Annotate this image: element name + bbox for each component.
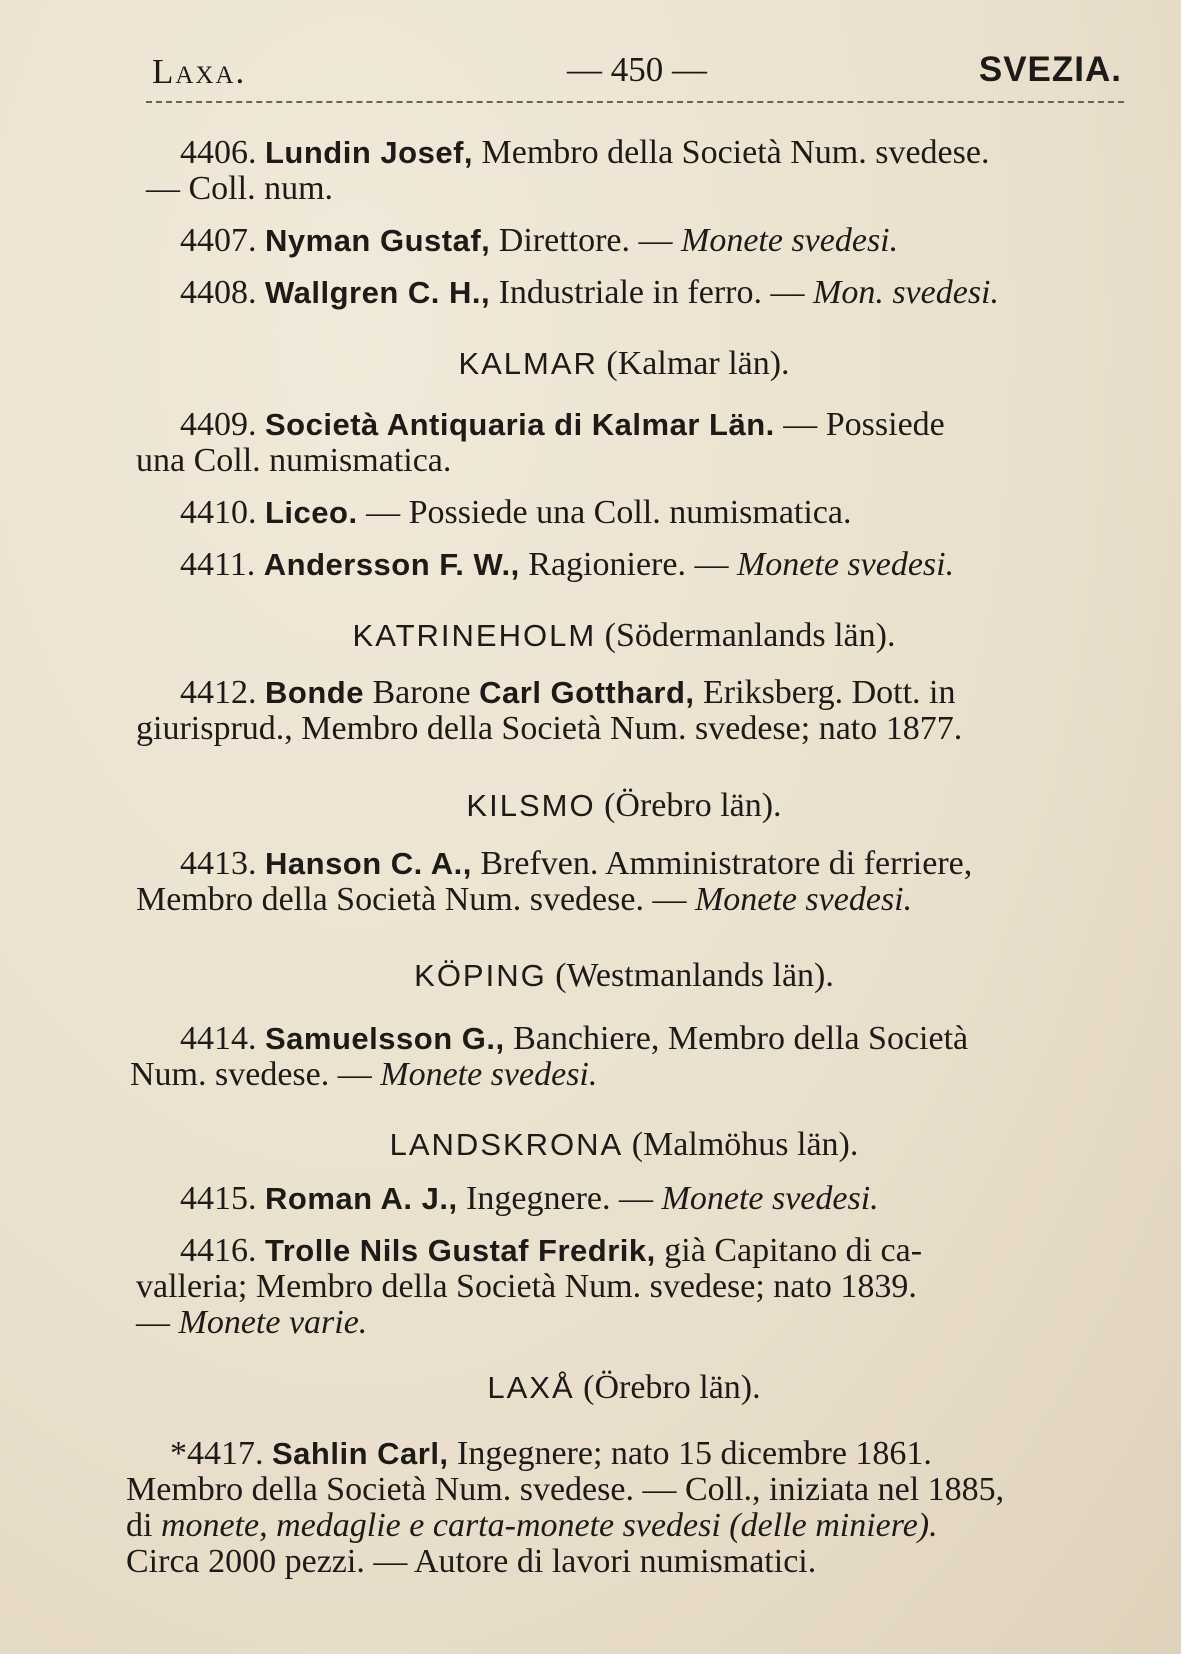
entry-text: Membro della Società Num. svedese.: [473, 134, 990, 171]
running-header: [152, 50, 1122, 98]
county-name: (Malmöhus län).: [623, 1126, 859, 1163]
entry-text-line2: una Coll. numismatica.: [136, 442, 452, 479]
entry-number: 4412.: [180, 674, 257, 711]
entry-text: Industriale in ferro. —: [490, 274, 813, 311]
entry-italic: Monete varie.: [178, 1304, 368, 1341]
entry-number: 4416.: [180, 1232, 257, 1269]
entry-text: Banchiere, Membro della Società: [504, 1020, 969, 1057]
entry-number: 4413.: [180, 845, 257, 882]
entry-name: Liceo.: [265, 495, 358, 530]
entry-number: 4407.: [180, 222, 257, 259]
section-heading-koping: [126, 958, 1122, 994]
entry-italic: Monete svedesi.: [694, 881, 913, 918]
place-name: KÖPING: [414, 958, 547, 993]
place-name: KALMAR: [458, 346, 598, 381]
section-heading-kilsmo: [126, 788, 1122, 824]
entry-number: 4411.: [180, 546, 256, 583]
entry-number: 4409.: [180, 406, 257, 443]
entry-text: Brefven. Amministratore di ferriere,: [471, 845, 973, 882]
entry-text-line2: Num. svedese. —: [130, 1056, 381, 1093]
entry-4417: [126, 1436, 1122, 1580]
header-left: Laxa.: [152, 52, 247, 91]
county-name: (Södermanlands län).: [596, 617, 896, 654]
entry-number: 4410.: [180, 494, 257, 531]
entry-text-line2: Membro della Società Num. svedese. — Coll., iniziata nel 1885,: [126, 1471, 1005, 1508]
entry-text: Direttore. —: [490, 222, 681, 259]
entry-text-line2: — Coll. num.: [146, 170, 334, 207]
entry-name: Sahlin Carl,: [272, 1436, 449, 1471]
section-heading-laxa: [126, 1370, 1122, 1406]
entry-text-line2: giurisprud., Membro della Società Num. svedese; nato 1877.: [136, 710, 963, 747]
entry-text: già Capitano di ca-: [655, 1232, 923, 1269]
entry-text: — Possiede: [774, 406, 945, 443]
entry-name: Trolle Nils Gustaf Fredrik,: [265, 1233, 656, 1268]
entry-number: 4408.: [180, 274, 257, 311]
section-heading-landskrona: [126, 1127, 1122, 1163]
entry-4410: [126, 495, 1122, 531]
entry-text: Ingegnere; nato 15 dicembre 1861.: [448, 1435, 932, 1472]
entry-text-line3: di: [126, 1507, 161, 1544]
county-name: (Örebro län).: [595, 787, 782, 824]
entry-4406: [126, 135, 1122, 207]
place-name: KATRINEHOLM: [352, 618, 597, 653]
entry-italic: Monete svedesi.: [661, 1180, 879, 1217]
entry-4408: [126, 275, 1122, 311]
entry-4413: [126, 846, 1122, 918]
entry-italic: Monete svedesi.: [736, 546, 955, 583]
entry-4414: [126, 1021, 1122, 1093]
entry-number: *4417.: [170, 1435, 264, 1472]
entry-text: Ingegnere. —: [457, 1180, 662, 1217]
county-name: (Westmanlands län).: [546, 957, 834, 994]
entry-name: Samuelsson G.,: [265, 1021, 505, 1056]
entry-4407: [126, 223, 1122, 259]
entry-text-line2: valleria; Membro della Società Num. svedese; nato 1839.: [136, 1268, 917, 1305]
place-name: LAXÅ: [487, 1370, 575, 1405]
entry-text: Ragioniere. —: [519, 546, 737, 583]
entry-text-line2: Membro della Società Num. svedese. —: [136, 881, 695, 918]
county-name: (Kalmar län).: [597, 345, 790, 382]
entry-name: Società Antiquaria di Kalmar Län.: [265, 407, 775, 442]
header-right: SVEZIA.: [978, 50, 1122, 89]
entry-name: Wallgren C. H.,: [265, 275, 491, 310]
header-rule: [146, 101, 1124, 103]
page-number: — 450 —: [567, 50, 707, 89]
entry-number: 4415.: [180, 1180, 257, 1217]
entry-italic: Mon. svedesi.: [813, 274, 1000, 311]
entry-name: Andersson F. W.,: [263, 547, 520, 582]
entry-4415: [126, 1181, 1122, 1217]
entry-4409: [126, 407, 1122, 479]
entry-number: 4414.: [180, 1020, 257, 1057]
entry-name: Nyman Gustaf,: [265, 223, 491, 258]
section-heading-kalmar: [126, 346, 1122, 382]
entry-text: — Possiede una Coll. numismatica.: [357, 494, 852, 531]
place-name: LANDSKRONA: [389, 1127, 624, 1162]
entry-italic: monete, medaglie e carta-monete svedesi (delle miniere).: [160, 1507, 938, 1544]
entry-italic: Monete svedesi.: [681, 222, 899, 259]
entry-text-line3: —: [136, 1304, 179, 1341]
place-name: KILSMO: [466, 788, 596, 823]
entry-name: Hanson C. A.,: [265, 846, 472, 881]
entry-4412: [126, 675, 1122, 747]
entry-italic: Monete svedesi.: [380, 1056, 598, 1093]
entry-name: Lundin Josef,: [265, 135, 473, 170]
county-name: (Örebro län).: [574, 1369, 761, 1406]
entry-name: Bonde: [265, 675, 364, 710]
entry-text: Eriksberg. Dott. in: [694, 674, 956, 711]
entry-name: Roman A. J.,: [265, 1181, 458, 1216]
section-heading-katrineholm: [126, 618, 1122, 654]
entry-name-2: Carl Gotthard,: [479, 675, 695, 710]
entry-4411: [126, 547, 1122, 583]
entry-text: Barone: [363, 674, 480, 711]
entry-4416: [126, 1233, 1122, 1341]
entry-number: 4406.: [180, 134, 257, 171]
entry-text-line4: Circa 2000 pezzi. — Autore di lavori numismatici.: [126, 1543, 817, 1580]
